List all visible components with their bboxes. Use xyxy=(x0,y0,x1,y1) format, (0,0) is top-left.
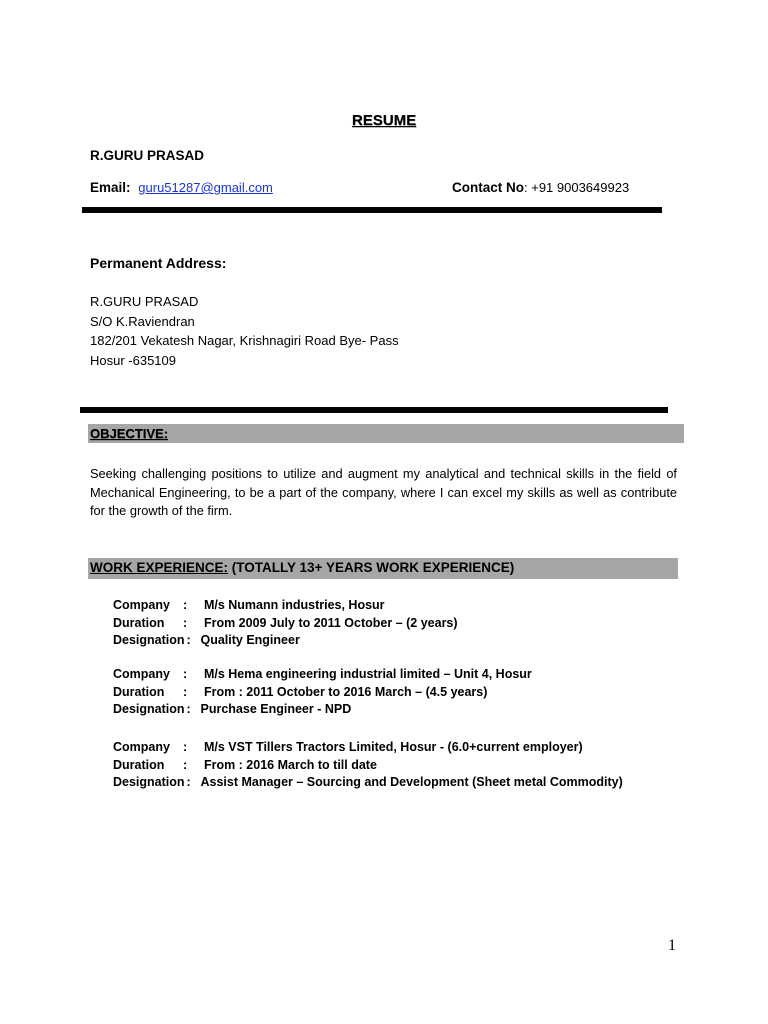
permanent-address-heading: Permanent Address: xyxy=(90,255,227,271)
work-experience-heading xyxy=(90,560,514,575)
company-label: Company xyxy=(113,667,170,681)
designation-label: Designation xyxy=(113,775,185,789)
page-number: 1 xyxy=(668,937,676,954)
job-entry: Company : M/s VST Tillers Tractors Limited, Hosur - (6.0+current employer) Duration : From : 2016 March to till date Designation : Assist Manager – Sourcing and Development (Sheet metal Commodity) xyxy=(113,739,623,792)
company-label: Company xyxy=(113,598,170,612)
resume-title: RESUME xyxy=(351,112,417,129)
email-label: Email: xyxy=(90,180,131,195)
company-value: M/s Hema engineering industrial limited – Unit 4, Hosur xyxy=(203,667,532,681)
address-line: R.GURU PRASAD xyxy=(90,294,199,309)
duration-value: From : 2016 March to till date xyxy=(203,757,377,772)
address-line: 182/201 Vekatesh Nagar, Krishnagiri Road Bye- Pass xyxy=(90,333,399,348)
designation-value: Assist Manager – Sourcing and Development (Sheet metal Commodity) xyxy=(200,775,623,789)
address-divider xyxy=(80,407,668,413)
duration-value: From : 2011 October to 2016 March – (4.5 years) xyxy=(203,684,488,699)
address-line: Hosur -635109 xyxy=(90,352,176,368)
objective-bar xyxy=(88,424,684,443)
designation-label: Designation xyxy=(113,702,185,716)
header-divider xyxy=(82,207,662,213)
duration-label: Duration xyxy=(113,757,165,772)
duration-label: Duration xyxy=(113,684,165,699)
objective-text: Seeking challenging positions to utilize and augment my analytical and technical skills in the field of Mechanical Engineering, to be a part of the company, where I can excel my skills as well as contribute for the growth of the firm. xyxy=(90,466,677,518)
designation-value: Purchase Engineer - NPD xyxy=(200,702,352,716)
company-value: M/s VST Tillers Tractors Limited, Hosur - (6.0+current employer) xyxy=(203,740,583,754)
company-value: M/s Numann industries, Hosur xyxy=(203,598,385,612)
designation-label: Designation xyxy=(113,633,185,647)
candidate-name: R.GURU PRASAD xyxy=(90,148,205,163)
email-link[interactable]: guru51287@gmail.com xyxy=(138,180,273,195)
email-row xyxy=(90,180,273,195)
job-entry: Company : M/s Hema engineering industrial limited – Unit 4, Hosur Duration : From : 2011 October to 2016 March – (4.5 years) Designation : Purchase Engineer - NPD xyxy=(113,666,532,719)
contact-label: Contact No xyxy=(452,180,524,195)
job-entry: Company : M/s Numann industries, Hosur Duration : From 2009 July to 2011 October – (2 years) Designation : Quality Engineer xyxy=(113,597,458,650)
company-label: Company xyxy=(113,740,170,754)
work-experience-label: WORK EXPERIENCE: xyxy=(90,560,229,575)
permanent-address-block xyxy=(90,292,399,370)
duration-value: From 2009 July to 2011 October – (2 years) xyxy=(203,615,458,630)
duration-label: Duration xyxy=(113,615,165,630)
address-line: S/O K.Raviendran xyxy=(90,313,195,329)
designation-value: Quality Engineer xyxy=(200,633,300,647)
contact-row xyxy=(452,180,629,195)
work-experience-subheading: (TOTALLY 13+ YEARS WORK EXPERIENCE) xyxy=(231,560,515,575)
contact-value: : +91 9003649923 xyxy=(524,180,630,195)
objective-heading: OBJECTIVE: xyxy=(90,426,169,441)
